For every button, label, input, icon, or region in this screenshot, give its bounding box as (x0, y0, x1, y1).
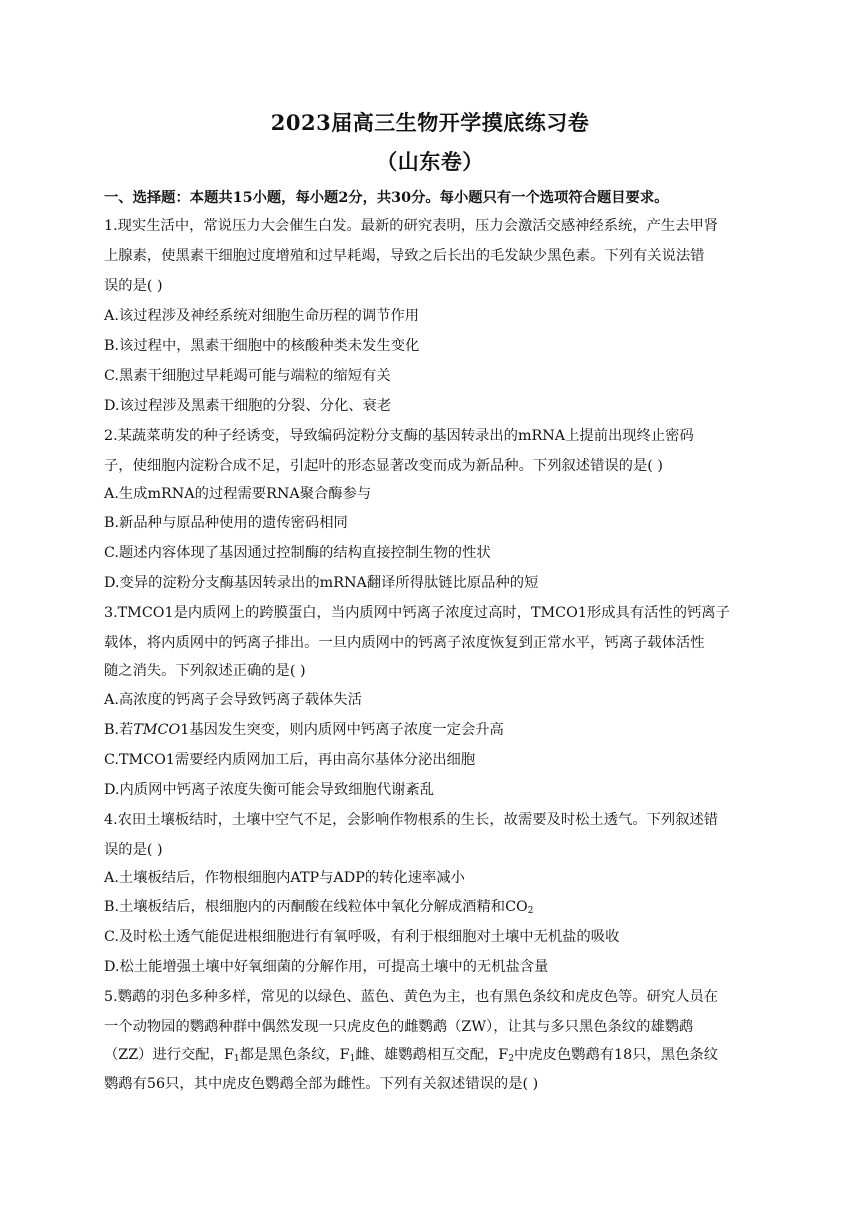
q1-option-b: B.该过程中，黑素干细胞中的核酸种类未发生变化 (104, 338, 420, 354)
q3-stem-line-2: 载体，将内质网中的钙离子排出。一旦内质网中的钙离子浓度恢复到正常水平，钙离子载体活性 (104, 635, 705, 651)
q1-stem-line-3: 误的是( ) (104, 278, 163, 294)
q5-stem-line-3 (104, 1045, 764, 1065)
q3-option-b (104, 720, 764, 740)
q1-option-c: C.黑素干细胞过早耗竭可能与端粒的缩短有关 (104, 368, 391, 384)
section-heading: 一、选择题：本题共15小题，每小题2分，共30分。每小题只有一个选项符合题目要求。 (104, 190, 669, 206)
q1-stem-line-1: 1.现实生活中，常说压力大会催生白发。最新的研究表明，压力会激活交感神经系统，产生去甲肾 (104, 218, 719, 234)
q3-option-b-prefix: B.若 (104, 722, 134, 738)
q4-option-d: D.松土能增强土壤中好氧细菌的分解作用，可提高土壤中的无机盐含量 (104, 959, 549, 975)
q3-stem-line-3: 随之消失。下列叙述正确的是( ) (104, 663, 306, 679)
q2-option-a: A.生成mRNA的过程需要RNA聚合酶参与 (104, 486, 372, 502)
q3-option-d: D.内质网中钙离子浓度失衡可能会导致细胞代谢紊乱 (104, 782, 435, 798)
q4-stem-line-2: 误的是( ) (104, 842, 163, 858)
q5-line3-part-2: 都是黑色条纹，F (239, 1047, 350, 1063)
q1-option-a: A.该过程涉及神经系统对细胞生命历程的调节作用 (104, 308, 420, 324)
q3-option-a: A.高浓度的钙离子会导致钙离子载体失活 (104, 692, 362, 708)
q5-stem-line-2: 一个动物园的鹦鹉种群中偶然发现一只虎皮色的雌鹦鹉（ZW），让其与多只黑色条纹的雄鹦鹉 (104, 1019, 694, 1035)
q2-option-b: B.新品种与原品种使用的遗传密码相同 (104, 515, 348, 531)
q5-stem-line-4: 鹦鹉有56只，其中虎皮色鹦鹉全部为雌性。下列有关叙述错误的是( ) (104, 1076, 539, 1092)
q3-option-b-rest: 1基因发生突变，则内质网中钙离子浓度一定会升高 (180, 722, 504, 738)
q4-option-a: A.土壤板结后，作物根细胞内ATP与ADP的转化速率减小 (104, 870, 465, 886)
q5-stem-line-1: 5.鹦鹉的羽色多种多样，常见的以绿色、蓝色、黄色为主，也有黑色条纹和虎皮色等。研究人员在 (104, 989, 719, 1005)
q3-gene-name: TMCO (133, 722, 181, 738)
q5-line3-part-1: （ZZ）进行交配，F (104, 1047, 234, 1063)
q4-option-b (104, 897, 764, 917)
q3-option-c: C.TMCO1需要经内质网加工后，再由高尔基体分泌出细胞 (104, 752, 476, 768)
q2-stem-line-2: 子，使细胞内淀粉合成不足，引起叶的形态显著改变而成为新品种。下列叙述错误的是( ) (104, 458, 663, 474)
q1-stem-line-2: 上腺素，使黑素干细胞过度增殖和过早耗竭，导致之后长出的毛发缺少黑色素。下列有关说法错 (104, 248, 705, 264)
q5-line3-part-3: 雌、雄鹦鹉相互交配，F (355, 1047, 509, 1063)
q1-option-d: D.该过程涉及黑素干细胞的分裂、分化、衰老 (104, 398, 392, 414)
q2-option-d: D.变异的淀粉分支酶基因转录出的mRNA翻译所得肽链比原品种的短 (104, 575, 539, 591)
q5-line3-part-4: 中虎皮色鹦鹉有18只，黑色条纹 (513, 1047, 719, 1063)
q4-co2-subscript: 2 (527, 906, 534, 916)
q4-stem-line-1: 4.农田土壤板结时，土壤中空气不足，会影响作物根系的生长，故需要及时松土透气。下列叙述错 (104, 812, 719, 828)
q5-f2-subscript: 2 (508, 1054, 514, 1064)
q3-stem-line-1: 3.TMCO1是内质网上的跨膜蛋白，当内质网中钙离子浓度过高时，TMCO1形成具有活性的钙离子 (104, 605, 730, 621)
page-subtitle: （山东卷） (376, 149, 484, 174)
q4-option-b-text: B.土壤板结后，根细胞内的丙酮酸在线粒体中氧化分解成酒精和CO (104, 899, 528, 915)
q5-f1-subscript-2: 1 (349, 1054, 356, 1064)
q2-option-c: C.题述内容体现了基因通过控制酶的结构直接控制生物的性状 (104, 545, 491, 561)
q5-f1-subscript: 1 (233, 1054, 240, 1064)
q4-option-c: C.及时松土透气能促进根细胞进行有氧呼吸，有利于根细胞对土壤中无机盐的吸收 (104, 929, 620, 945)
page-title: 2023届高三生物开学摸底练习卷 (270, 110, 590, 135)
q2-stem-line-1: 2.某蔬菜萌发的种子经诱变，导致编码淀粉分支酶的基因转录出的mRNA上提前出现终止密码 (104, 428, 694, 444)
